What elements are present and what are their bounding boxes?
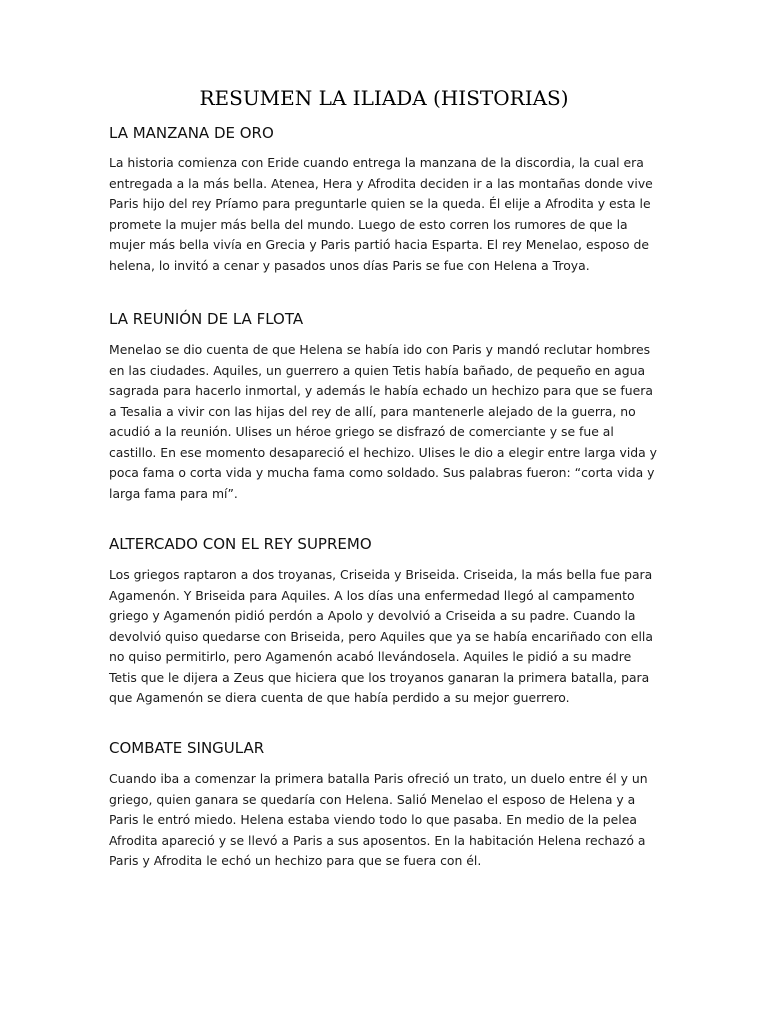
paragraph-line: Tetis que le dijera a Zeus que hiciera que los troyanos ganaran la primera batalla, para <box>109 669 650 685</box>
paragraph-line: en las ciudades. Aquiles, un guerrero a quien Tetis había bañado, de pequeño en agua <box>109 362 646 378</box>
paragraph-line: poca fama o corta vida y mucha fama como soldado. Sus palabras fueron: “corta vida y <box>109 465 655 480</box>
paragraph-line: Paris le entró miedo. Helena estaba viendo todo lo que pasaba. En medio de la pelea <box>109 812 637 827</box>
section-body-altercado <box>109 565 669 709</box>
paragraph-line: griego y Agamenón pidió perdón a Apolo y devolvió a Criseida a su padre. Cuando la <box>109 608 636 623</box>
paragraph-line: devolvió quiso quedarse con Briseida, pero Aquiles que ya se había encariñado con ella <box>109 628 653 644</box>
paragraph-line: sagrada para hacerlo inmortal, y además le había echado un hechizo para que se fuera <box>109 383 653 398</box>
paragraph-line: Cuando iba a comenzar la primera batalla Paris ofreció un trato, un duelo entre él y un <box>109 771 648 786</box>
paragraph-line: entregada a la más bella. Atenea, Hera y Afrodita deciden ir a las montañas donde vive <box>109 175 653 191</box>
paragraph-line: Los griegos raptaron a dos troyanas, Criseida y Briseida. Criseida, la más bella fue para <box>109 567 653 582</box>
paragraph-line: Menelao se dio cuenta de que Helena se había ido con Paris y mandó reclutar hombres <box>109 342 651 357</box>
paragraph-line: promete la mujer más bella del mundo. Luego de esto corren los rumores de que la <box>109 216 628 232</box>
paragraph-line: Afrodita apareció y se llevó a Paris a sus aposentos. En la habitación Helena rechazó a <box>109 832 646 848</box>
paragraph-line: Paris hijo del rey Príamo para preguntarle quien se la queda. Él elije a Afrodita y esta le <box>109 196 651 211</box>
section-body-combate <box>109 769 669 872</box>
section-heading-manzana: LA MANZANA DE ORO <box>109 124 274 142</box>
paragraph-line: a Tesalia a vivir con las hijas del rey de allí, para mantenerle alejado de la guerra, no <box>109 403 636 419</box>
document-title: RESUMEN LA ILIADA (HISTORIAS) <box>199 86 569 110</box>
section-heading-altercado: ALTERCADO CON EL REY SUPREMO <box>109 535 372 553</box>
paragraph-line: castillo. En ese momento desapareció el hechizo. Ulises le dio a elegir entre larga vida y <box>109 444 658 460</box>
paragraph-line: griego, quien ganara se quedaría con Helena. Salió Menelao el esposo de Helena y a <box>109 791 636 807</box>
section-heading-reunion: LA REUNIÓN DE LA FLOTA <box>109 310 304 328</box>
paragraph-line: no quiso permitirlo, pero Agamenón acabó llevándosela. Aquiles le pidió a su madre <box>109 649 632 664</box>
section-heading-combate: COMBATE SINGULAR <box>109 739 265 757</box>
section-body-manzana <box>109 153 669 276</box>
paragraph-line: acudió a la reunión. Ulises un héroe griego se disfrazó de comerciante y se fue al <box>109 424 614 439</box>
paragraph-line: que Agamenón se diera cuenta de que había perdido a su mejor guerrero. <box>109 690 570 705</box>
section-body-reunion <box>109 340 669 504</box>
paragraph-line: larga fama para mí”. <box>109 485 238 501</box>
paragraph-line: helena, lo invitó a cenar y pasados unos días Paris se fue con Helena a Troya. <box>109 257 590 273</box>
paragraph-line: La historia comienza con Eride cuando entrega la manzana de la discordia, la cual era <box>109 155 644 170</box>
paragraph-line: Paris y Afrodita le echó un hechizo para que se fuera con él. <box>109 853 482 868</box>
paragraph-line: Agamenón. Y Briseida para Aquiles. A los días una enfermedad llegó al campamento <box>109 587 635 603</box>
paragraph-line: mujer más bella vivía en Grecia y Paris partió hacia Esparta. El rey Menelao, esposo de <box>109 237 649 252</box>
